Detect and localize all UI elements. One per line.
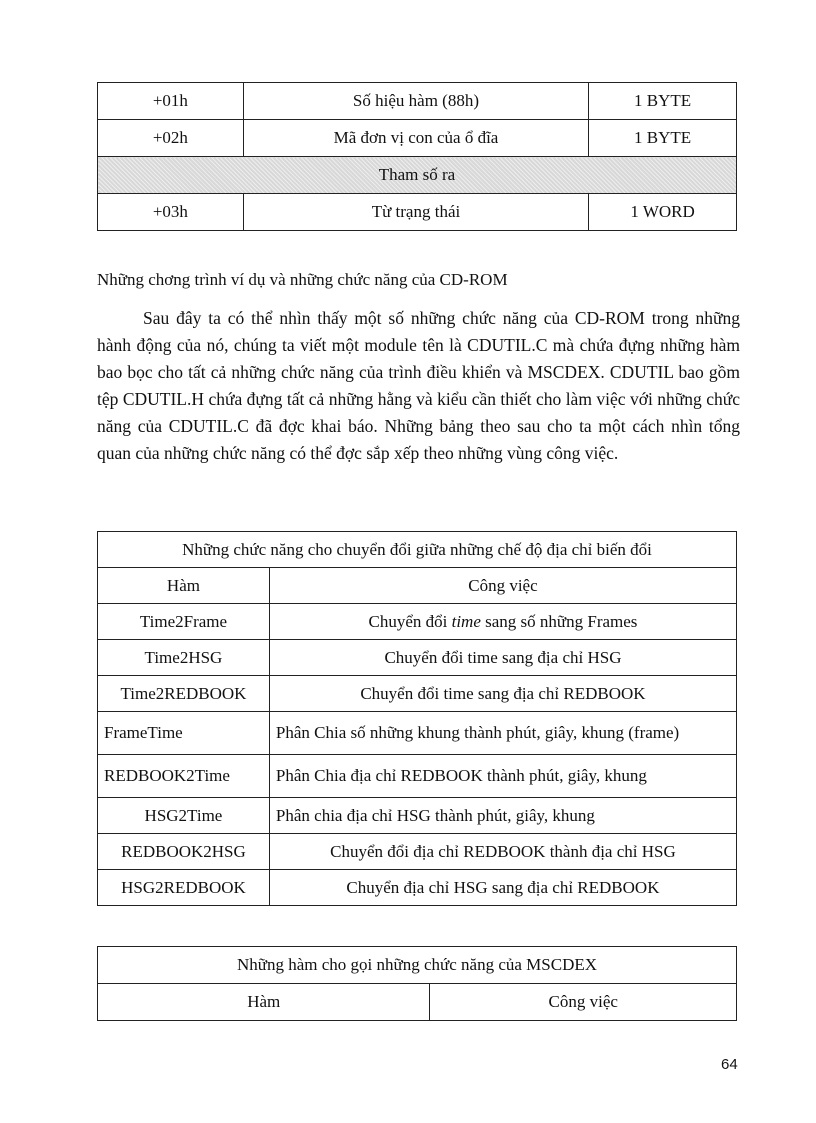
offset-cell: +03h (98, 194, 244, 231)
section-row (98, 157, 737, 194)
function-cell: FrameTime (98, 712, 270, 755)
work-text: Chuyển đổi (368, 611, 452, 631)
mscdex-functions-table (97, 946, 737, 1021)
function-cell: REDBOOK2Time (98, 755, 270, 798)
work-cell: Phân chia địa chỉ HSG thành phút, giây, khung (269, 798, 736, 834)
table-title-row (98, 947, 737, 984)
column-header: Công việc (269, 568, 736, 604)
table-row (98, 194, 737, 231)
work-emphasis: time (451, 611, 481, 631)
section-heading: Những chơng trình ví dụ và những chức năng của CD-ROM (97, 270, 508, 289)
table-row (98, 798, 737, 834)
parameter-table (97, 82, 737, 231)
table-row (98, 712, 737, 755)
work-cell: Chuyển đổi time sang địa chỉ REDBOOK (269, 676, 736, 712)
work-cell: Chuyển đổi time sang địa chỉ HSG (269, 640, 736, 676)
conversion-functions-table (97, 531, 737, 906)
function-cell: HSG2REDBOOK (98, 870, 270, 906)
table-row (98, 83, 737, 120)
table-row (98, 640, 737, 676)
description-cell: Số hiệu hàm (88h) (243, 83, 588, 120)
work-cell (269, 604, 736, 640)
function-cell: HSG2Time (98, 798, 270, 834)
table-row (98, 755, 737, 798)
table-row (98, 834, 737, 870)
section-label: Tham số ra (98, 157, 737, 194)
table-header-row (98, 984, 737, 1021)
table-row (98, 870, 737, 906)
work-cell: Phân Chia địa chỉ REDBOOK thành phút, giây, khung (269, 755, 736, 798)
body-paragraph: Sau đây ta có thể nhìn thấy một số những chức năng của CD-ROM trong những hành động của nó, chúng ta viết một module tên là CDUTIL.C mà chứa đựng những hàm bao bọc cho tất cả những chức năng của trình điều khiển và MSCDEX. CDUTIL bao gồm tệp CDUTIL.H chứa đựng tất cả những hằng và kiểu cần thiết cho làm việc với những chức năng của CDUTIL.C đã đợc khai báo. Những bảng theo sau cho ta một cách nhìn tổng quan của những chức năng có thể đợc sắp xếp theo những vùng công việc. (97, 308, 740, 463)
column-header: Hàm (98, 568, 270, 604)
column-header: Hàm (98, 984, 430, 1021)
work-text: sang số những Frames (480, 611, 638, 631)
offset-cell: +02h (98, 120, 244, 157)
table-header-row (98, 568, 737, 604)
column-header: Công việc (430, 984, 737, 1021)
table-title-row (98, 532, 737, 568)
size-cell: 1 WORD (589, 194, 737, 231)
function-cell: Time2Frame (98, 604, 270, 640)
size-cell: 1 BYTE (589, 83, 737, 120)
offset-cell: +01h (98, 83, 244, 120)
function-cell: REDBOOK2HSG (98, 834, 270, 870)
table-row (98, 676, 737, 712)
work-cell: Chuyển đổi địa chỉ REDBOOK thành địa chỉ HSG (269, 834, 736, 870)
description-cell: Mã đơn vị con của ổ đĩa (243, 120, 588, 157)
table-title: Những hàm cho gọi những chức năng của MSCDEX (98, 947, 737, 984)
work-cell: Chuyển địa chỉ HSG sang địa chỉ REDBOOK (269, 870, 736, 906)
description-cell: Từ trạng thái (243, 194, 588, 231)
function-cell: Time2REDBOOK (98, 676, 270, 712)
size-cell: 1 BYTE (589, 120, 737, 157)
table-row (98, 604, 737, 640)
table-title: Những chức năng cho chuyển đổi giữa những chế độ địa chỉ biến đổi (98, 532, 737, 568)
page-number: 64 (721, 1056, 738, 1073)
function-cell: Time2HSG (98, 640, 270, 676)
work-cell: Phân Chia số những khung thành phút, giây, khung (frame) (269, 712, 736, 755)
table-row (98, 120, 737, 157)
